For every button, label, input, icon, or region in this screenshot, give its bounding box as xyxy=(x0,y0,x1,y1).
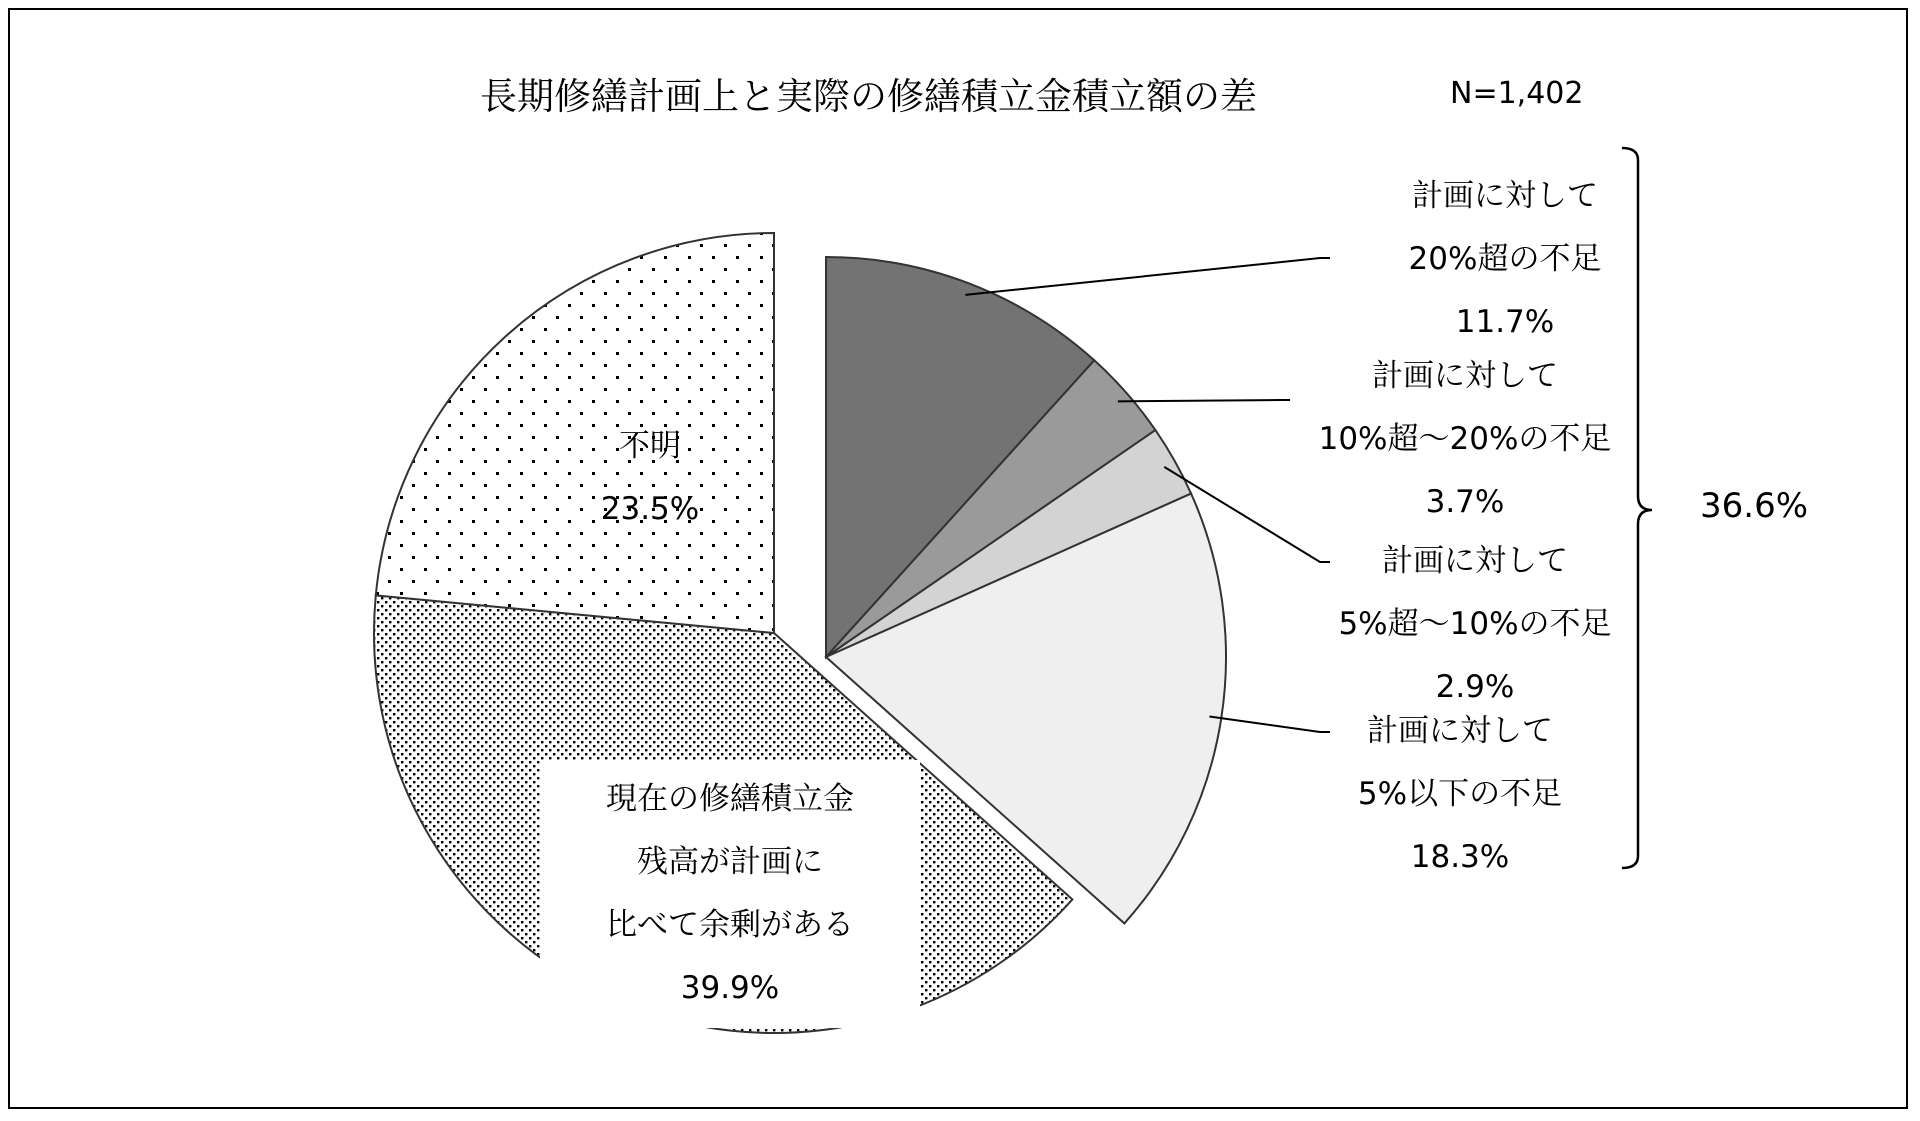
slice-label-line: 計画に対して xyxy=(1382,543,1568,579)
slice-label-line: 5%以下の不足 xyxy=(1357,776,1563,812)
slice-value-label: 39.9% xyxy=(680,970,780,1006)
slice-label xyxy=(1300,345,1630,534)
slice-label-line: 5%超～10%の不足 xyxy=(1338,606,1612,642)
slice-label-line: 残高が計画に xyxy=(637,844,823,880)
slice-value-label: 11.7% xyxy=(1455,304,1555,340)
slice-value-label: 23.5% xyxy=(600,491,700,527)
sample-size-label: N=1,402 xyxy=(1450,76,1584,111)
slice-value-label: 2.9% xyxy=(1435,669,1515,705)
slice-label xyxy=(1375,165,1635,354)
leader-line xyxy=(965,258,1330,295)
slice-label-line: 20%超の不足 xyxy=(1408,241,1602,277)
slice-label-line: 不明 xyxy=(619,428,681,464)
chart-title: 長期修繕計画上と実際の修繕積立金積立額の差 xyxy=(480,75,1257,118)
slice-label xyxy=(1330,700,1590,889)
group-total-label: 36.6% xyxy=(1700,486,1809,526)
slice-label-line: 比べて余剰がある xyxy=(606,907,854,943)
slice-value-label: 3.7% xyxy=(1425,484,1505,520)
slice-label xyxy=(1310,530,1640,719)
slice-label-line: 現在の修繕積立金 xyxy=(606,781,854,817)
slice-label-line: 10%超～20%の不足 xyxy=(1318,421,1612,457)
leader-line xyxy=(1118,400,1290,401)
slice-label xyxy=(540,760,920,1028)
slice-label-line: 計画に対して xyxy=(1412,178,1598,214)
slice-value-label: 18.3% xyxy=(1410,839,1510,875)
slice-label-line: 計画に対して xyxy=(1372,358,1558,394)
slice-label-line: 計画に対して xyxy=(1367,713,1553,749)
slice-label xyxy=(560,415,740,541)
